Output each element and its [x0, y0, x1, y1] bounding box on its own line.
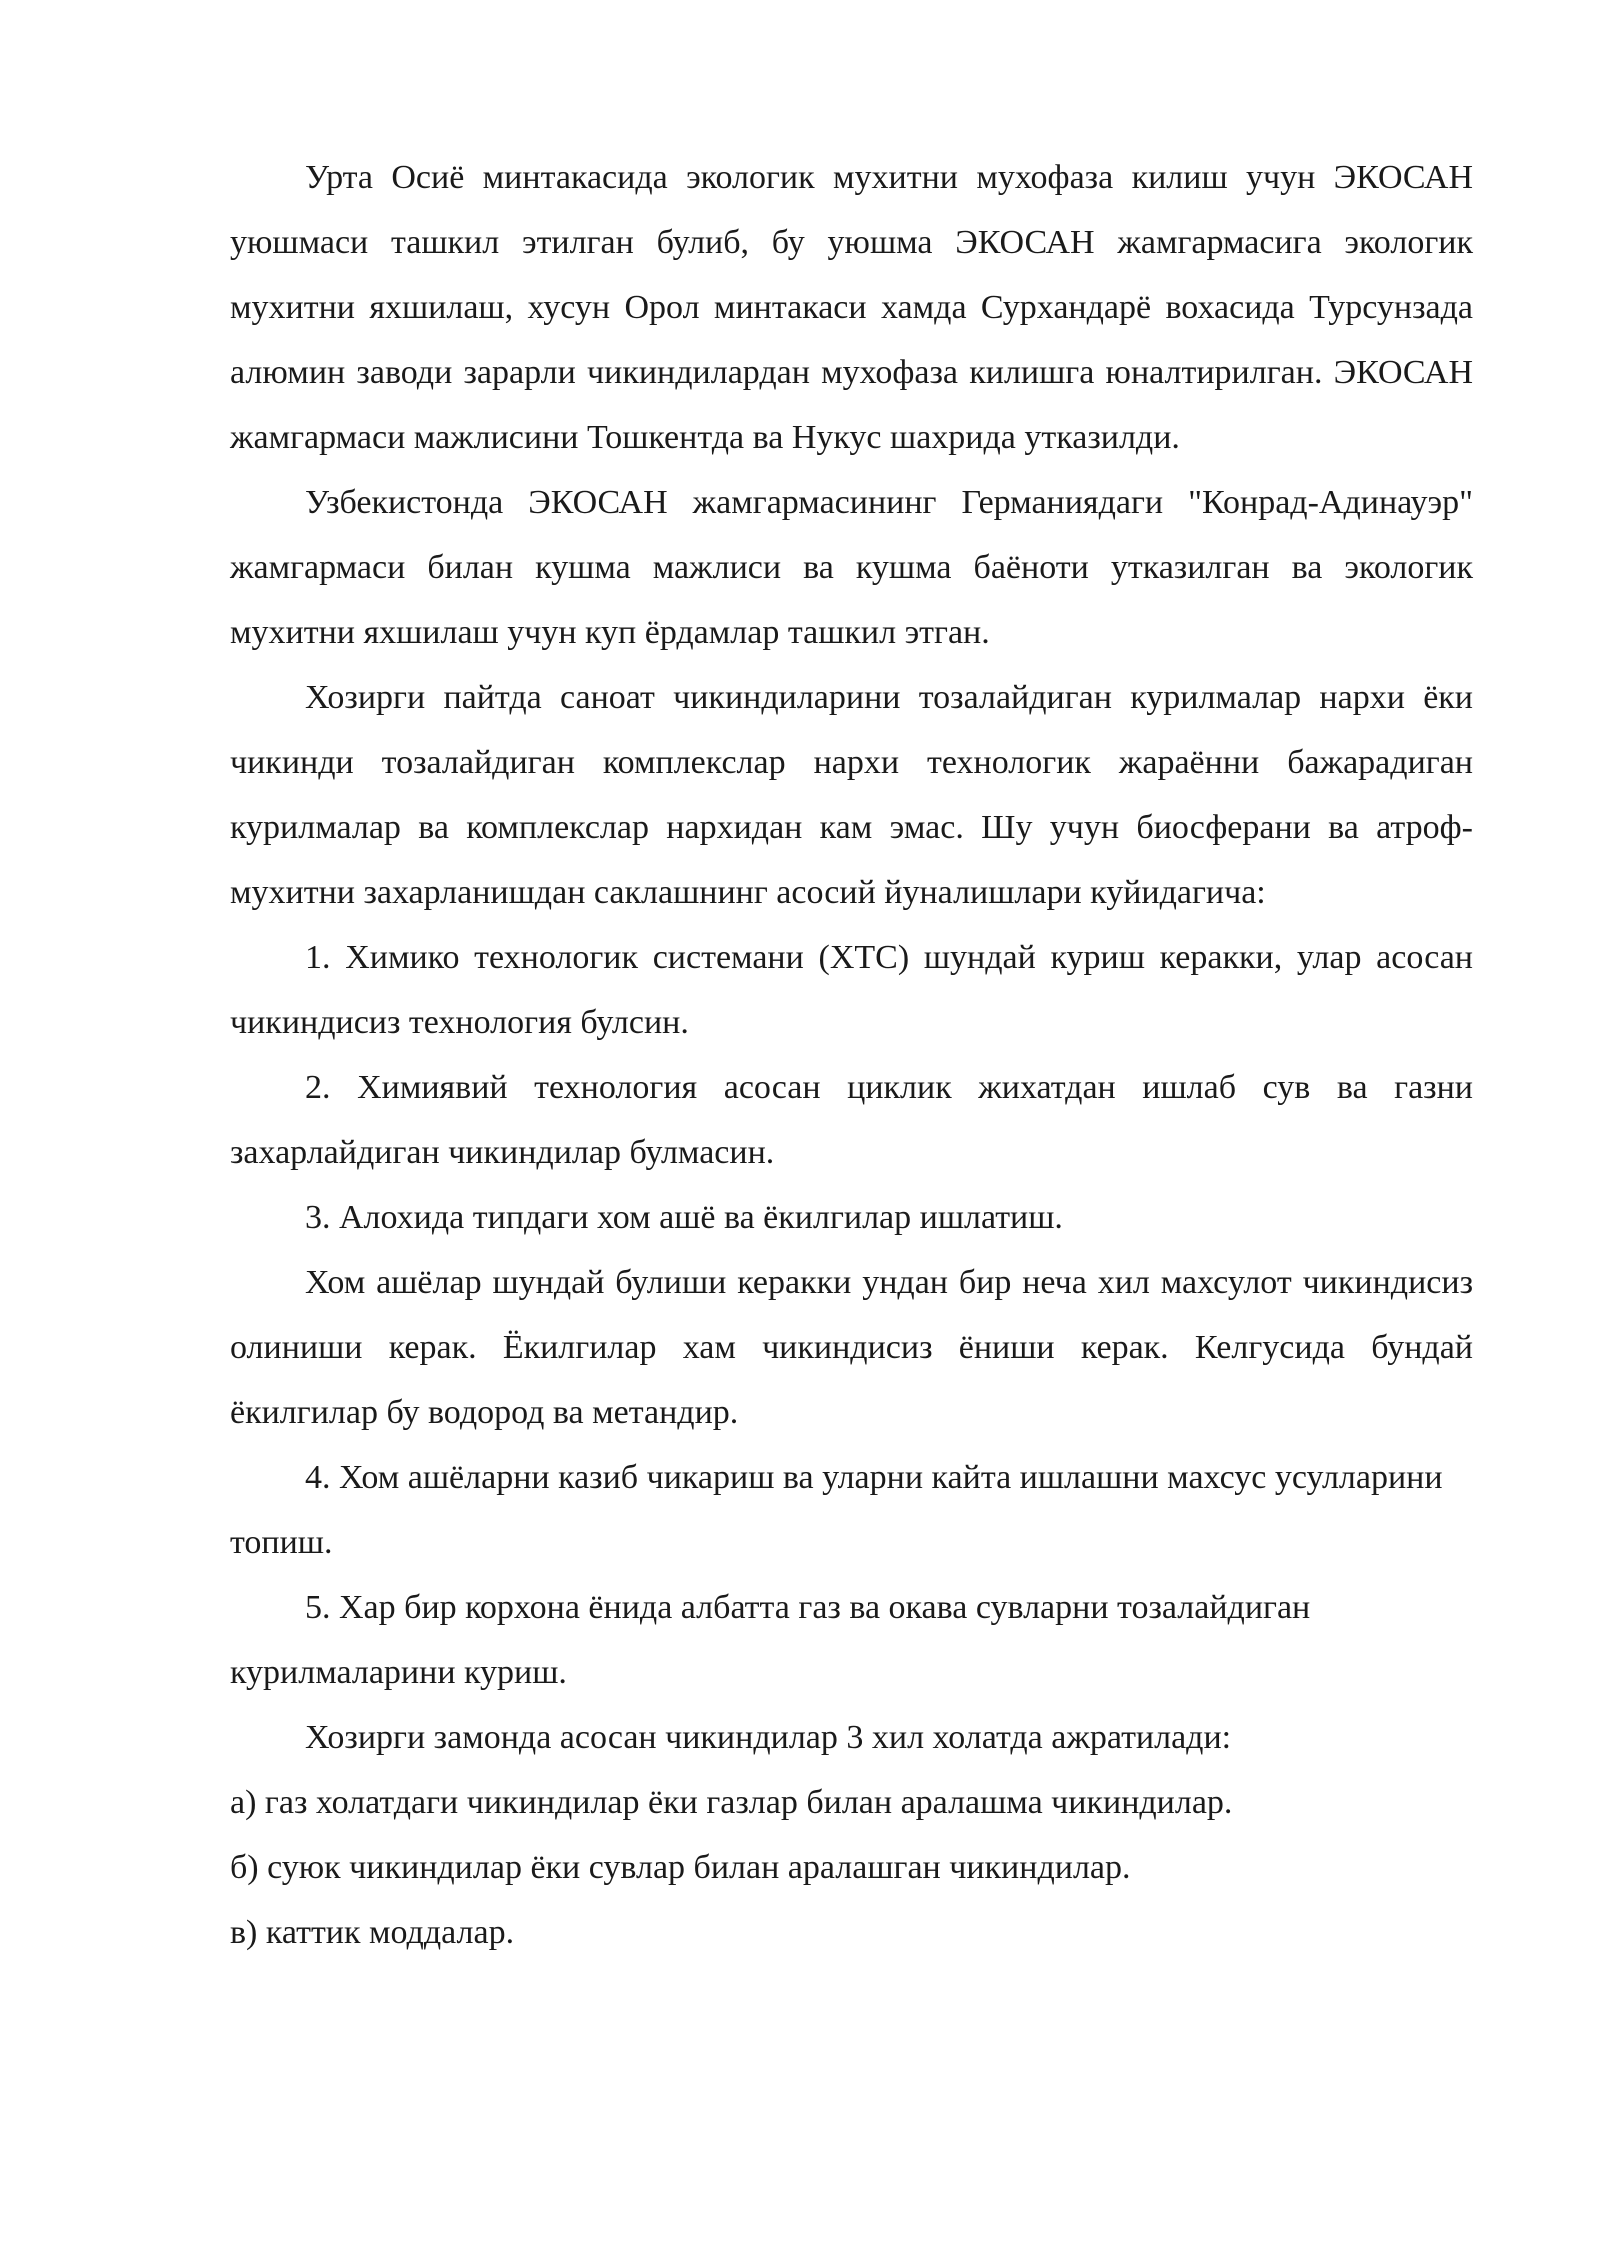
document-body — [230, 145, 1473, 1965]
list-item-2: 2. Химиявий технология асосан циклик жихатдан ишлаб сув ва газни захарлайдиган чикиндилар булмасин. — [230, 1069, 1473, 1171]
list-item-1: 1. Химико технологик системани (ХТС) шундай куриш керакки, улар асосан чикиндисиз технология булсин. — [230, 939, 1473, 1041]
paragraph-main-directions: Хозирги пайтда саноат чикиндиларини тозалайдиган курилмалар нархи ёки чикинди тозалайдиган комплекслар нархи технологик жараённи бажарадиган курилмалар ва комплекслар нархидан кам эмас. Шу учун биосферани ва атроф- мухитни захарланишдан саклашнинг асосий йуналишлари куйидагича: — [230, 679, 1473, 911]
list-item-4: 4. Хом ашёларни казиб чикариш ва уларни кайта ишлашни махсус усулларини топиш. — [230, 1459, 1443, 1561]
waste-type-a: а) газ холатдаги чикиндилар ёки газлар билан аралашма чикиндилар. — [230, 1784, 1233, 1821]
waste-type-b: б) суюк чикиндилар ёки сувлар билан аралашган чикиндилар. — [230, 1849, 1131, 1886]
list-item-5: 5. Хар бир корхона ёнида албатта газ ва окава сувларни тозалайдиган курилмаларини куриш. — [230, 1589, 1311, 1691]
paragraph-waste-states: Хозирги замонда асосан чикиндилар 3 хил холатда ажратилади: — [305, 1719, 1232, 1756]
waste-type-c: в) каттик моддалар. — [230, 1914, 515, 1951]
paragraph-joint-meeting: Узбекистонда ЭКОСАН жамгармасининг Германиядаги "Конрад-Адинауэр" жамгармаси билан кушма мажлиси ва кушма баёноти утказилган ва экологик мухитни яхшилаш учун куп ёрдамлар ташкил этган. — [230, 484, 1473, 651]
paragraph-raw-materials: Хом ашёлар шундай булиши керакки ундан бир неча хил махсулот чикиндисиз олиниши керак. Ёкилгилар хам чикиндисиз ёниши керак. Келгусида бундай ёкилгилар бу водород ва метандир. — [230, 1264, 1473, 1431]
list-item-3: 3. Алохида типдаги хом ашё ва ёкилгилар ишлатиш. — [305, 1199, 1063, 1236]
paragraph-ecosan-association: Урта Осиё минтакасида экологик мухитни мухофаза килиш учун ЭКОСАН уюшмаси ташкил этилган булиб, бу уюшма ЭКОСАН жамгармасига экологик мухитни яхшилаш, хусун Орол минтакаси хамда Сурхандарё вохасида Турсунзада алюмин заводи зарарли чикиндилардан мухофаза килишга юналтирилган. ЭКОСАН жамгармаси мажлисини Тошкентда ва Нукус шахрида утказилди. — [230, 159, 1473, 456]
